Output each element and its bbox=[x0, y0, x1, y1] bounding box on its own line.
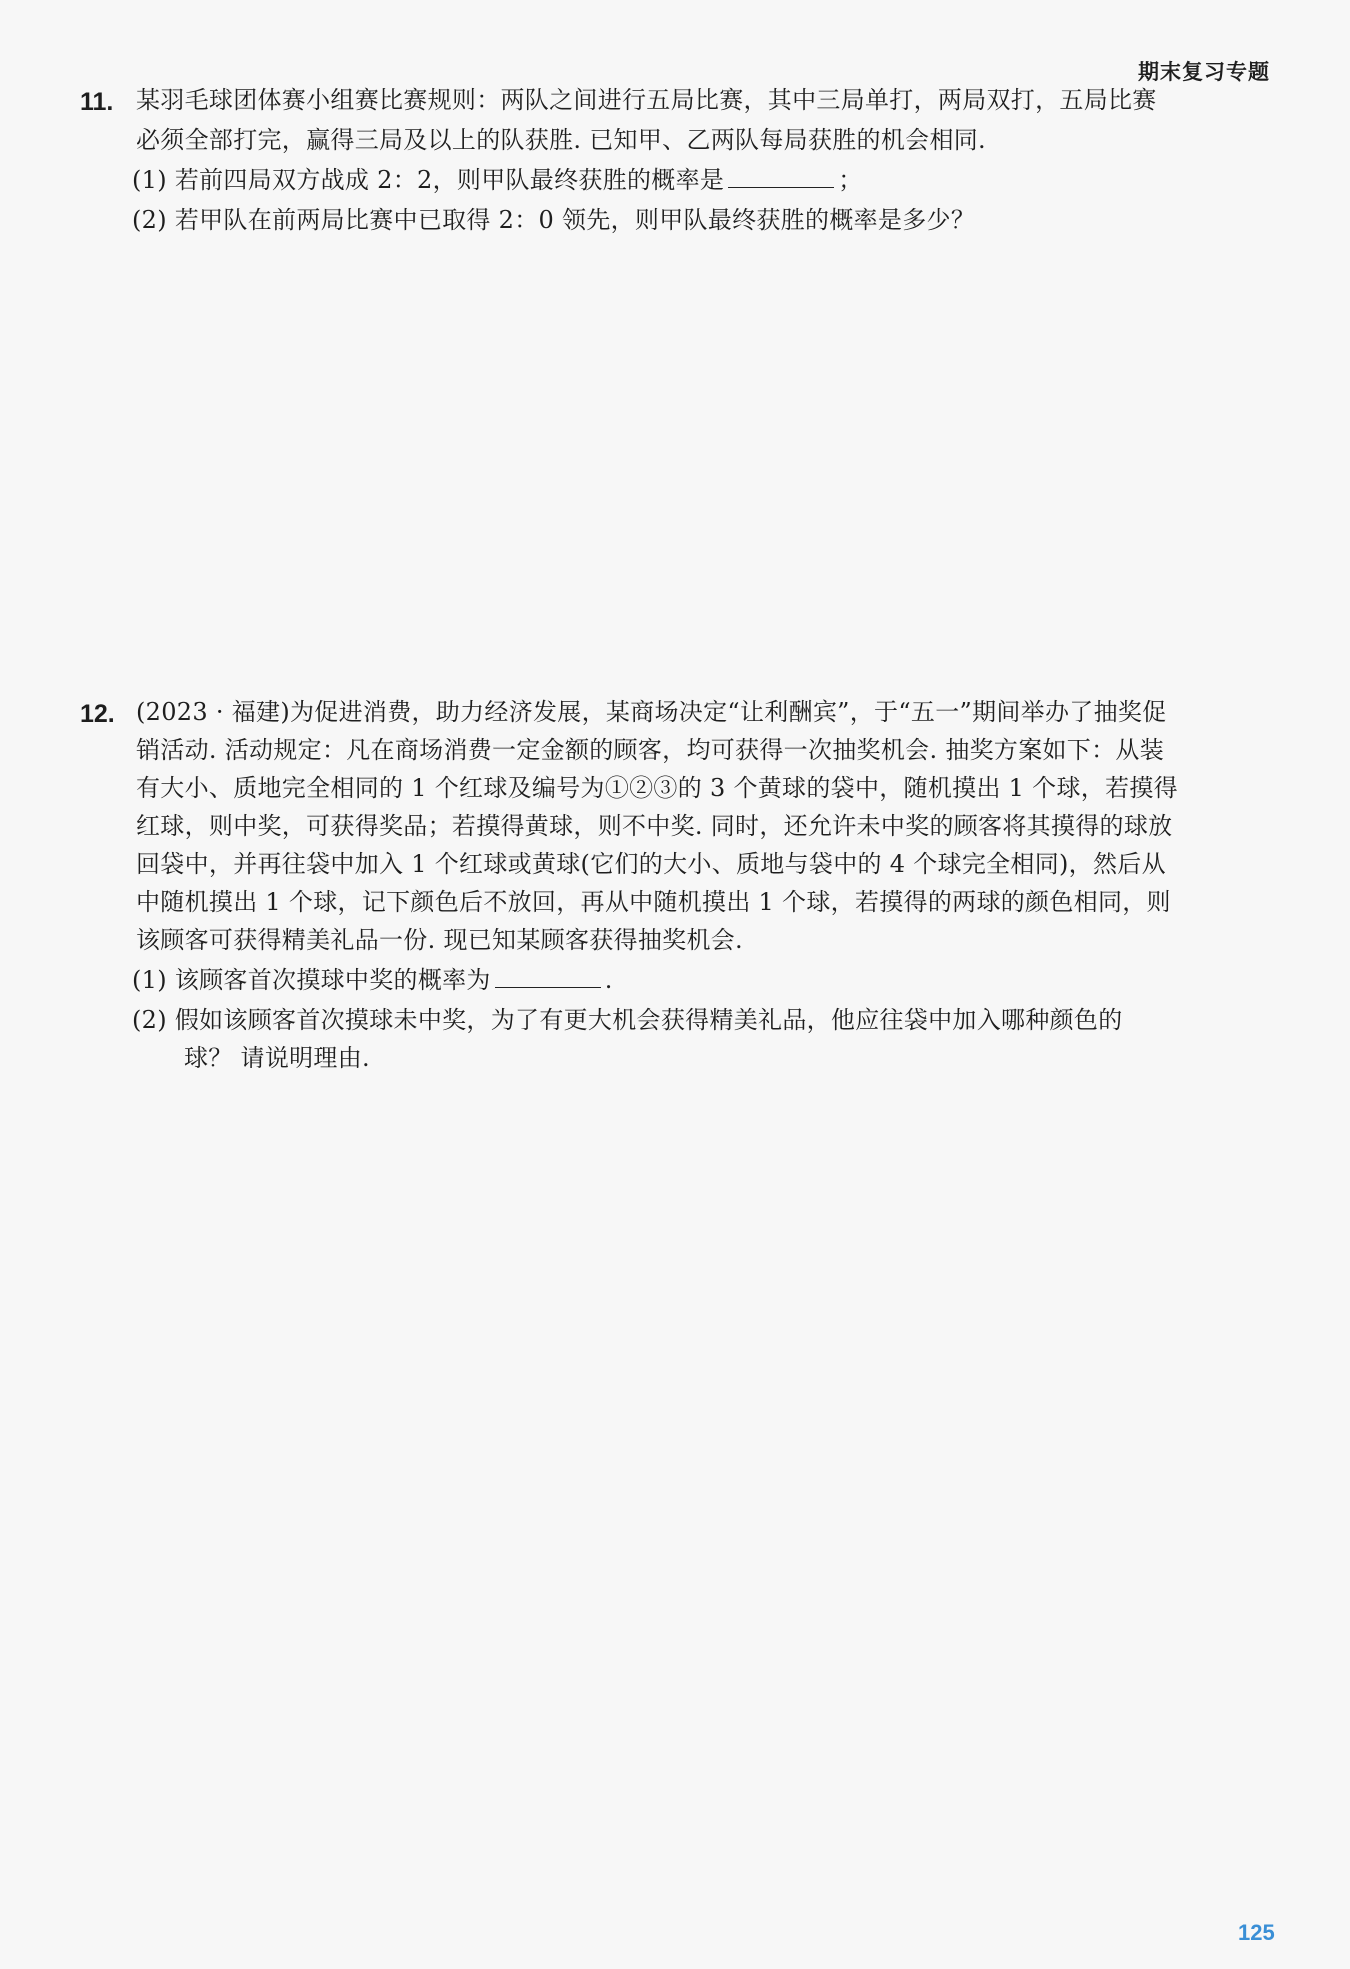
sub-question-1 bbox=[132, 960, 1270, 1000]
sub-question-punct: . bbox=[604, 966, 613, 994]
question-text-line: 必须全部打完，赢得三局及以上的队获胜. 已知甲、乙两队每局获胜的机会相同. bbox=[136, 126, 986, 154]
question-11 bbox=[80, 80, 1270, 260]
question-number: 11. bbox=[80, 88, 114, 116]
sub-question-2: (2) 若甲队在前两局比赛中已取得 2：0 领先，则甲队最终获胜的概率是多少？ bbox=[132, 206, 976, 234]
question-12 bbox=[80, 692, 1270, 1092]
question-text-line: 回袋中，并再往袋中加入 1 个红球或黄球(它们的大小、质地与袋中的 4 个球完全相同)，然后从 bbox=[136, 850, 1166, 878]
question-text-line: 中随机摸出 1 个球，记下颜色后不放回，再从中随机摸出 1 个球，若摸得的两球的颜色相同，则 bbox=[136, 888, 1171, 916]
sub-question-2: (2) 假如该顾客首次摸球未中奖，为了有更大机会获得精美礼品，他应往袋中加入哪种颜色的 bbox=[132, 1006, 1123, 1034]
question-number: 12. bbox=[80, 700, 115, 728]
answer-blank[interactable] bbox=[728, 186, 834, 188]
answer-blank[interactable] bbox=[495, 986, 601, 988]
question-text-line: (2023 · 福建)为促进消费，助力经济发展，某商场决定“让利酬宾”，于“五一”期间举办了抽奖促 bbox=[136, 698, 1167, 726]
question-text-line: 红球，则中奖，可获得奖品；若摸得黄球，则不中奖. 同时，还允许未中奖的顾客将其摸得的球放 bbox=[136, 812, 1173, 840]
question-text-line: 有大小、质地完全相同的 1 个红球及编号为①②③的 3 个黄球的袋中，随机摸出 1 个球，若摸得 bbox=[136, 774, 1178, 802]
question-text-line: 销活动. 活动规定：凡在商场消费一定金额的顾客，均可获得一次抽奖机会. 抽奖方案如下：从装 bbox=[136, 736, 1165, 764]
question-text-line: 某羽毛球团体赛小组赛比赛规则：两队之间进行五局比赛，其中三局单打，两局双打，五局比赛 bbox=[136, 86, 1157, 114]
sub-question-text: (1) 若前四局双方战成 2：2，则甲队最终获胜的概率是 bbox=[132, 166, 725, 194]
sub-question-punct: ； bbox=[838, 166, 863, 194]
page-number: 125 bbox=[1238, 1920, 1275, 1945]
question-text-line: 该顾客可获得精美礼品一份. 现已知某顾客获得抽奖机会. bbox=[136, 926, 743, 954]
sub-question-2-continued: 球？ 请说明理由. bbox=[184, 1044, 370, 1072]
sub-question-1 bbox=[132, 160, 1270, 200]
section-header: 期末复习专题 bbox=[1138, 60, 1270, 84]
sub-question-text: (1) 该顾客首次摸球中奖的概率为 bbox=[132, 966, 491, 994]
